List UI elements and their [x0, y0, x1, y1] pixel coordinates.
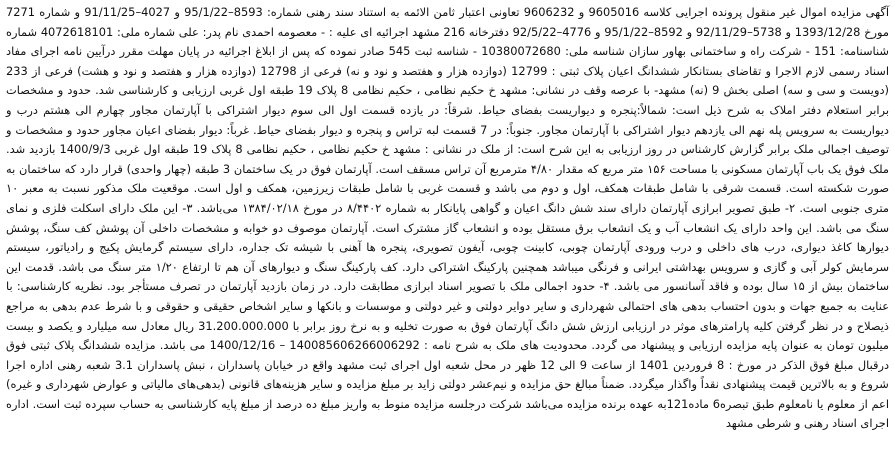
notice-line: به شماره ۸/۴۴۰۲ در مورخ ۱۳۸۴/۰۲/۱۸ می‌باشد. ۳- این ملک دارای اسکلت فلزی و نمای سنگ می باشد. این واحد دارای یک انشعاب آب و یک انشعاب برق مستقل بوده و	[6, 200, 890, 235]
notice-line: می باشد. ۴- حدود اجمالی ملک با تصویر اسناد ابرازی مطابقت دارد. در زمان بازدید آپارتمان در تصرف مستأجر بود. نظریه کارشناسی: با عنایت به جمیع جهات و بدون احتساب	[6, 279, 890, 313]
notice-line: مزایده ارزیابی و پیشنهاد می گردد. محدودیت های ملک به شرح نامه : 140085606266006292 – 1400/12/16 می باشد. مزایده ششدانگ پلاک ثبتی فوق درقبال مبلغ فوق	[6, 338, 890, 372]
notice-line: چوبی، کابینت چوبی، آیفون تصویری، پنجره ها آهنی با شیشه تک جداره، دارای سیستم گرمایش پکیج و رادیاتور، سیستم سرمایش کولر آبی و گازی و سرویس بهداشتی ایرانی و	[6, 240, 890, 274]
notice-line: هفتصد و نود و هشت) فرعی از 233 (دویست و سی و سه) اصلی بخش 9 (نه) مشهد- با عرصه وقف در نشانی: مشهد خ حکیم نظامی ، حکیم نظامی 8 پلاک 19 طبقه اول	[6, 63, 889, 98]
notice-line: 7271 مورخ 1393/12/28 و 5738–92/11/29 و 8592–95/1/22 و 4776–92/5/22 دفترخانه 216 مشهد اجرائیه ای علیه : - معصومه احمدی نام پدر: علی شماره ملی:	[6, 5, 889, 39]
notice-line: الذکر در مورخ : 8 فروردین 1401 از ساعت 9 الی 12 ظهر در محل شعبه اول اجرای ثبت مشهد واقع در خیابان پاسداران ، نبش پاسداران 3.1 شعبه رهنی اداره اجرا شروع و به	[6, 357, 889, 392]
notice-line: 4072618101 شماره شناسنامه: 151 - شرکت راه و ساختمانی بهاور سازان شناسه ملی: 10380072680 - شناسه ثبت 545 صادر نموده که پس از ابلاغ اجرائیه در پایان مهلت	[6, 24, 889, 59]
notice-line: بالاترین قیمت پیشنهادی نقداً واگذار میگردد. ضمناً مبالغ حق مزایده و نیم‌عشر دولتی زاید بر مبلغ مزایده و سایر هزینه‌های قانونی (بدهی‌های مالیاتی و عوارض شهرداری و غیره)	[6, 377, 835, 392]
notice-line: است. اداره اجرای اسناد رهنی و شرطی مشهد	[6, 396, 889, 431]
notice-line: انشعاب گاز مشترک است. آپارتمان موصوف دو خوابه و مشخصات داخلی آن پوشش کف سنگ، پوشش دیوارها کاغذ دیواری، درب های داخلی و درب ورودی آپارتمان	[6, 220, 889, 255]
notice-line: آگهی مزایده اموال غیر منقول پرونده اجرایی کلاسه 9605016 و 9606232 تعاونی اعتبار ثامن الائمه به استناد سند رهنی شماره: 8593–95/1/22 و 4027–91/11/25 و شماره	[35, 5, 890, 19]
notice-line: با شامل طبقات زیرزمین، همکف و اول است. موقعیت ملک مذکور نسبت به معبر ۱۰ متری جنوبی است. ۲- طبق تصویر ابرازی آپارتمان دارای سند شش دانگ اعیان و گواهی پایانکار	[6, 181, 889, 215]
notice-line: اعم از معلوم یا نامعلوم طبق تبصره6 ماده121به عهده برنده مزایده می‌باشد شرکت درجلسه مزایده منوط به واریز مبلغ ده درصد از مبلغ پایه کارشناسی به حساب سپرده ثبت	[60, 396, 890, 411]
notice-line: پارامترهای موثر در ارزیابی ارزش شش دانگ آپارتمان فوق به صورت تخلیه و به نرخ روز برابر با 31.200.000.000 ریال معادل سه میلیارد و یکصد و بیست میلیون تومان به عنوان پایه	[6, 318, 889, 353]
notice-line: اشتراکی با آپارتمان مجاور چهارم الی هشتم درب و دیواریست به سرویس پله نهم الی یازدهم دیوار اشتراکی با آپارتمان مجاور. جنوباً: در 7 قسمت لبه تراس و پنجره و دیوار بفضای	[6, 102, 889, 137]
notice-line: غربی ارزیابی و کارشناسی شد. حدود و مشخصات برابر استعلام دفتر املاک به شرح ذیل است: شمالاً:پنجره و دیواریست بفضای حیاط. شرقاً: در یازده قسمت اول الی سوم دیوار	[6, 83, 889, 117]
notice-line: آپارتمان فوق در یک ساختمان 3 طبقه (چهار واحدی) قرار دارد که ساختمان به صورت شکسته است. قسمت شرقی با شامل طبقات همکف، اول و دوم می باشد و قسمت غربی	[6, 161, 890, 196]
notice-line: بدهی های احتمالی شهرداری و سایر دوایر دولتی و غیر دولتی و موسسات و بانکها و سایر اشخاص حقیقی و حقوقی و با شرط عدم بدهی به مراجع ذیصلاح و در نظر گرفتن کلیه	[6, 298, 890, 333]
notice-body	[6, 3, 889, 434]
notice-line: حکیم نظامی 8 پلاک 19 طبقه اول غربی 1400/9/3 بازدید شد. ملک فوق یک باب آپارتمان مسکونی با مساحت ۱۵۶ متر مربع که مقدار ۴/۸۰ مترمربع آن تراس مسقف است.	[6, 142, 889, 176]
notice-line: فرنگی میباشد همچنین پارکینگ اشتراکی دارد. کف پارکینگ سنگ و دیوارهای آن هم تا ارتفاع ۱/۲۰ متر سنگ می باشد. قدمت این ساختمان بیش از ۱۵ سال بوده و فاقد آسانسور	[6, 259, 889, 294]
notice-line: مقرر درآیین نامه اجرای مفاد اسناد رسمی لازم الاجرا و تقاضای بستانکار ششدانگ اعیان پلاک ثبتی : 12799 (دوازده هزار و هفتصد و نود و نه) فرعی از 12798 (دوازده هزار و	[6, 44, 889, 78]
notice-line: حیاط. غرباً: دیوار بفضای اعیان مجاور حدود و مشخصات و توصیف اجمالی ملک برابر گزارش کارشناس در روز ارزیابی به این شرح است: از ملک در نشانی : مشهد خ حکیم نظامی ،	[6, 122, 889, 157]
